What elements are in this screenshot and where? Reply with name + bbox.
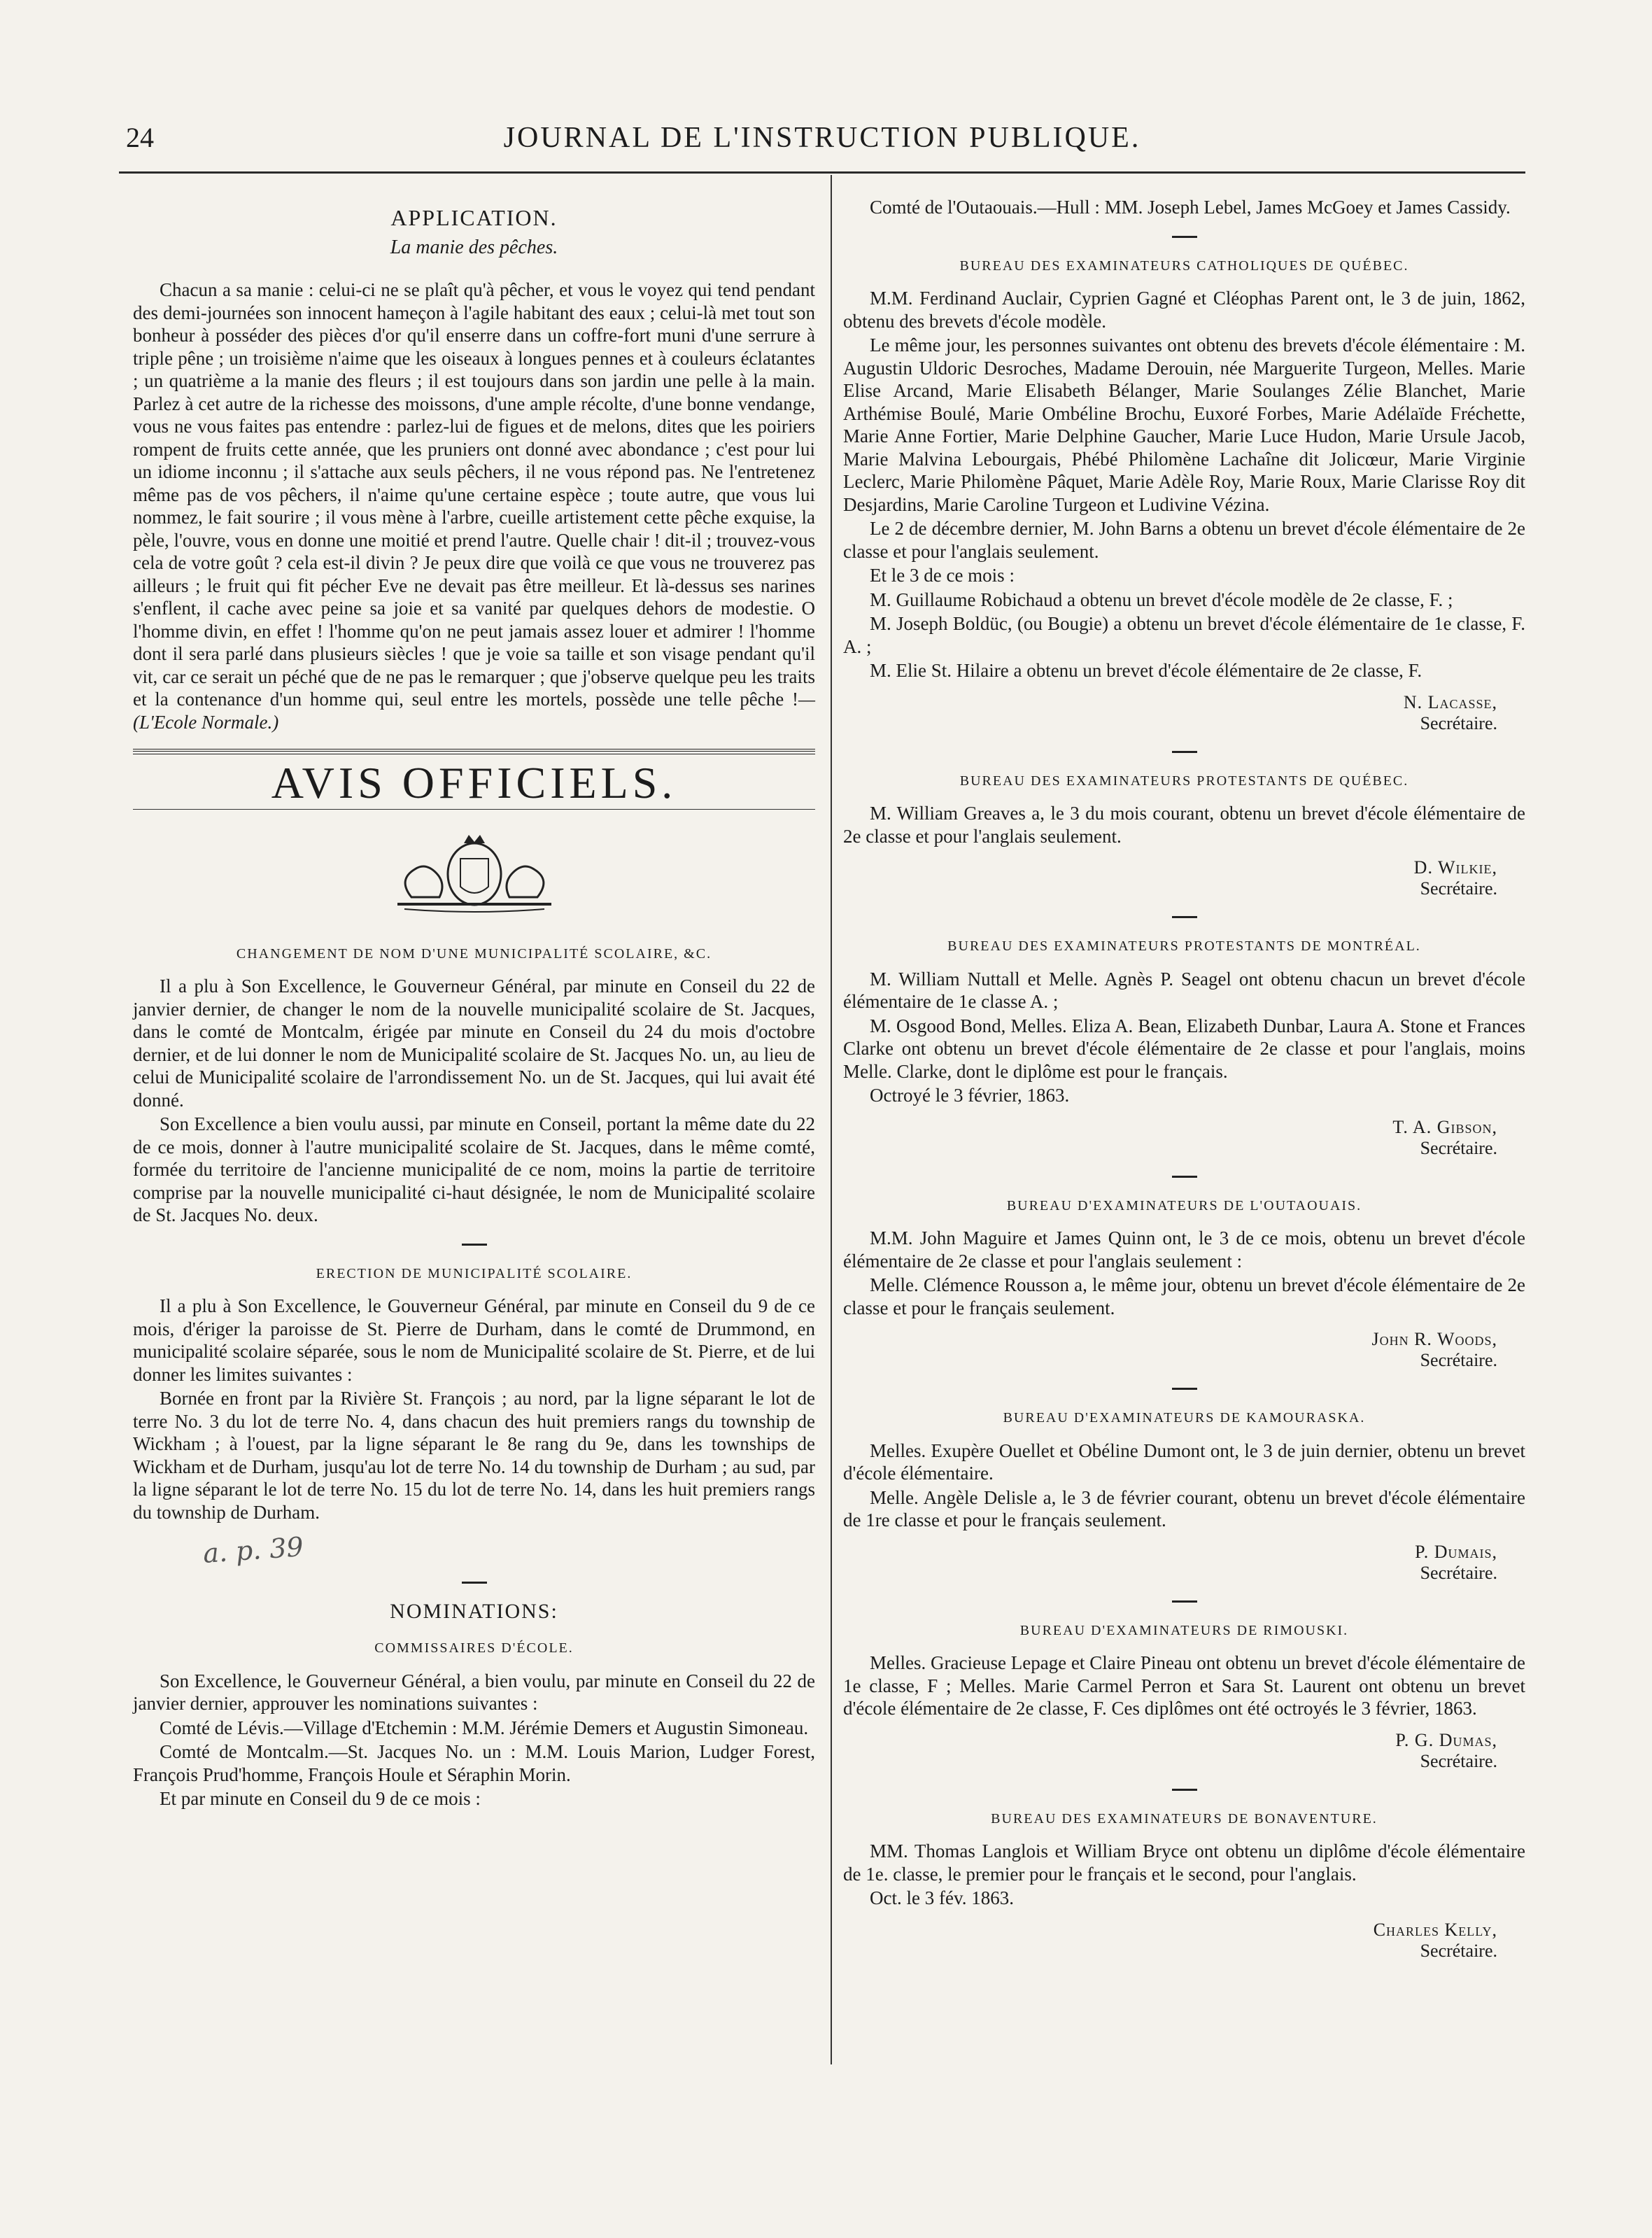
- quebec-catholic-paragraph: M. Joseph Boldüc, (ou Bougie) a obtenu un brevet d'école élémentaire de 1e classe, F. A. ;: [843, 613, 1525, 657]
- outaouais-paragraph: Melle. Clémence Rousson a, le même jour, obtenu un brevet d'école élémentaire de 2e classe et pour le français seulement.: [843, 1274, 1525, 1318]
- page-number: 24: [126, 122, 154, 153]
- bonaventure-title: BUREAU DES EXAMINATEURS DE BONAVENTURE.: [991, 1810, 1378, 1827]
- separator-dash: [1172, 916, 1197, 918]
- bonaventure-paragraph: Oct. le 3 fév. 1863.: [870, 1887, 1014, 1908]
- separator-dash: [1172, 1388, 1197, 1390]
- signature-name: P. G. Dumas,: [1395, 1729, 1497, 1750]
- quebec-catholic-paragraph: Et le 3 de ce mois :: [870, 565, 1015, 586]
- signature-name: D. Wilkie,: [1413, 857, 1497, 878]
- nominations-paragraph: Comté de Lévis.—Village d'Etchemin : M.M. Jérémie Demers et Augustin Simoneau.: [160, 1717, 809, 1738]
- signature-block: [843, 857, 1497, 899]
- quebec-catholic-paragraph: M. Elie St. Hilaire a obtenu un brevet d'école élémentaire de 2e classe, F.: [870, 660, 1422, 681]
- avis-officiels-title: AVIS OFFICIELS.: [271, 758, 677, 808]
- outaouais-intro: Comté de l'Outaouais.—Hull : MM. Joseph Lebel, James McGoey et James Cassidy.: [870, 197, 1511, 218]
- separator-dash: [1172, 751, 1197, 753]
- signature-name: T. A. Gibson,: [1392, 1116, 1497, 1137]
- signature-block: [843, 1730, 1497, 1772]
- separator-dash: [1172, 1176, 1197, 1178]
- montreal-paragraph: M. William Nuttall et Melle. Agnès P. Seagel ont obtenu chacun un brevet d'école élémentaire de 1e classe A. ;: [843, 968, 1525, 1012]
- rimouski-title: BUREAU D'EXAMINATEURS DE RIMOUSKI.: [1019, 1622, 1349, 1638]
- separator-dash: [1172, 1789, 1197, 1791]
- signature-role: Secrétaire.: [1420, 712, 1497, 733]
- signature-role: Secrétaire.: [1420, 1940, 1497, 1961]
- montreal-paragraph: M. Osgood Bond, Melles. Eliza A. Bean, Elizabeth Dunbar, Laura A. Stone et Frances Clarke ont obtenu un brevet d'école élémentaire de 2e classe et pour l'anglais, moins Melle. Clarke, dont le diplôme est pour le français.: [843, 1015, 1525, 1082]
- signature-role: Secrétaire.: [1420, 1350, 1497, 1370]
- quebec-catholic-paragraph: M.M. Ferdinand Auclair, Cyprien Gagné et Cléophas Parent ont, le 3 de juin, 1862, obtenu des brevets d'école modèle.: [843, 288, 1525, 332]
- signature-role: Secrétaire.: [1420, 878, 1497, 899]
- handwritten-note: a. p. 39: [202, 1531, 304, 1569]
- signature-block: [843, 692, 1497, 734]
- changement-title: CHANGEMENT DE NOM D'UNE MUNICIPALITÉ SCOLAIRE, &C.: [236, 945, 712, 962]
- page-header: [119, 115, 1525, 164]
- quebec-protestant-paragraph: M. William Greaves a, le 3 du mois courant, obtenu un brevet d'école élémentaire de 2e classe et pour l'anglais seulement.: [843, 803, 1525, 847]
- signature-block: [843, 1329, 1497, 1371]
- signature-role: Secrétaire.: [1420, 1137, 1497, 1158]
- signature-name: N. Lacasse,: [1403, 691, 1497, 712]
- nominations-paragraph: Comté de Montcalm.—St. Jacques No. un : M.M. Louis Marion, Ludger Forest, François Prud'homme, François Houle et Séraphin Morin.: [133, 1741, 815, 1785]
- quebec-catholic-paragraph: Le 2 de décembre dernier, M. John Barns a obtenu un brevet d'école élémentaire de 2e classe et pour l'anglais seulement.: [843, 518, 1525, 562]
- title-rule: [133, 809, 815, 810]
- erection-paragraph: Bornée en front par la Rivière St. François ; au nord, par la ligne séparant le lot de terre No. 3 du lot de terre No. 4, dans chacun des huit premiers rangs du township de Wickham ; à l'ouest, par la ligne séparant le 8e rang du 9e, dans les townships de Wickham et de Durham, jusqu'au lot de terre No. 14 du township de Durham ; au sud, par la ligne séparant le lot de terre No. 15 du lot de terre No. 14, dans les huit premiers rangs du township de Durham.: [133, 1388, 815, 1523]
- nominations-paragraph: Son Excellence, le Gouverneur Général, a bien voulu, par minute en Conseil du 22 de janvier dernier, approuver les nominations suivantes :: [133, 1670, 815, 1714]
- montreal-paragraph: Octroyé le 3 février, 1863.: [870, 1085, 1070, 1106]
- signature-name: P. Dumais,: [1415, 1541, 1497, 1562]
- separator-dash: [1172, 1600, 1197, 1603]
- separator-dash: [1172, 236, 1197, 238]
- separator-dash: [462, 1244, 487, 1246]
- nominations-paragraph: Et par minute en Conseil du 9 de ce mois :: [160, 1788, 481, 1809]
- separator-dash: [462, 1582, 487, 1584]
- signature-name: Charles Kelly,: [1373, 1919, 1497, 1940]
- signature-role: Secrétaire.: [1420, 1750, 1497, 1771]
- quebec-catholic-title: BUREAU DES EXAMINATEURS CATHOLIQUES DE QUÉBEC.: [959, 258, 1409, 274]
- kamouraska-title: BUREAU D'EXAMINATEURS DE KAMOURASKA.: [1003, 1410, 1366, 1426]
- outaouais-title: BUREAU D'EXAMINATEURS DE L'OUTAOUAIS.: [1006, 1197, 1362, 1213]
- left-column: [133, 196, 815, 1812]
- changement-paragraph: Il a plu à Son Excellence, le Gouverneur Général, par minute en Conseil du 22 de janvier dernier, de changer le nom de la nouvelle municipalité scolaire de St. Jacques, dans le comté de Montcalm, érigée par minute en Conseil du 24 du mois d'octobre dernier, et de lui donner le nom de Municipalité scolaire de St. Jacques No. un, au lieu de celui de Municipalité scolaire de l'arrondissement No. un de St. Jacques, qui lui avait été donné.: [133, 976, 815, 1111]
- application-subtitle: La manie des pêches.: [390, 236, 558, 258]
- erection-paragraph: Il a plu à Son Excellence, le Gouverneur Général, par minute en Conseil du 9 de ce mois, d'ériger la paroisse de St. Pierre de Durham, dans le comté de Drummond, en municipalité scolaire séparée, sous le nom de Municipalité scolaire de St. Pierre, et de lui donner les limites suivantes :: [133, 1295, 815, 1385]
- section-rule: [133, 749, 815, 754]
- kamouraska-paragraph: Melle. Angèle Delisle a, le 3 de février courant, obtenu un brevet d'école élémentaire de 1re classe et pour le français seulement.: [843, 1486, 1525, 1530]
- signature-name: John R. Woods,: [1371, 1329, 1497, 1349]
- signature-block: [843, 1542, 1497, 1584]
- montreal-title: BUREAU DES EXAMINATEURS PROTESTANTS DE MONTRÉAL.: [947, 938, 1421, 954]
- application-text: Chacun a sa manie : celui-ci ne se plaît qu'à pêcher, et vous le voyez qui tend pendant des demi-journées son innocent hameçon à l'agile habitant des eaux ; celui-là met tout son bonheur à posséder des pièces d'or qu'il enserre dans un coffre-fort muni d'une serrure à triple pêne ; un troisième n'aime que les oiseaux à longues pennes et à couleurs éclatantes ; un quatrième a la manie des fleurs ; il est toujours dans son jardin une pelle à la main. Parlez à cet autre de la richesse des moissons, d'une ample récolte, d'une bonne vendange, vous ne vous faites pas entendre : parlez-lui de figues et de melons, dites que les poiriers rompent de fruits cette année, que les pruniers ont donné avec abondance ; c'est pour lui un idiome inconnu ; il s'attache aux seuls pêchers, il ne vous répond pas. Ne l'entretenez même pas de vos pêchers, il n'aime qu'une certaine espèce ; toute autre, que vous lui nommez, le fait sourire ; il vous mène à l'arbre, cueille artistement cette pêche exquise, la pèle, l'ouvre, vous en donne une moitié et prend l'autre. Quelle chair ! dit-il ; trouvez-vous cela de votre goût ? cela est-il divin ? Je peux dire que voilà ce que vous ne trouverez pas ailleurs ; le fruit qui fit pécher Eve ne devait pas être meilleur. Et là-dessus ses narines s'enflent, il cache avec peine sa joie et sa vanité par quelques dehors de modestie. O l'homme divin, en effet ! l'homme qu'on ne peut jamais assez louer et admirer ! l'homme dont il sera parlé dans plusieurs siècles ! que je voie sa taille et son visage pendant qu'il vit, car ce serait un péché que de ne pas le remarquer ; que j'observe quelque peu les traits et la contenance d'un homme qui, seul entre les mortels, possède une telle pêche !: [133, 279, 815, 710]
- bonaventure-paragraph: MM. Thomas Langlois et William Bryce ont obtenu un diplôme d'école élémentaire de 1e. classe, le premier pour le français et le second, pour l'anglais.: [843, 1841, 1525, 1885]
- kamouraska-paragraph: Melles. Exupère Ouellet et Obéline Dumont ont, le 3 de juin dernier, obtenu un brevet d'école élémentaire.: [843, 1440, 1525, 1484]
- application-body: [133, 279, 815, 733]
- quebec-protestant-title: BUREAU DES EXAMINATEURS PROTESTANTS DE QUÉBEC.: [959, 773, 1409, 789]
- application-attribution: —(L'Ecole Normale.): [133, 689, 815, 733]
- signature-role: Secrétaire.: [1420, 1562, 1497, 1583]
- erection-title: ERECTION DE MUNICIPALITÉ SCOLAIRE.: [316, 1265, 633, 1281]
- header-rule: [119, 171, 1525, 174]
- signature-block: [843, 1920, 1497, 1962]
- changement-paragraph: Son Excellence a bien voulu aussi, par minute en Conseil, portant la même date du 22 de ce mois, donner à l'autre municipalité scolaire de St. Jacques, dans le même comté, formée du territoire de l'ancienne municipalité de ce nom, moins la partie de territoire comprise par la nouvelle municipalité ci-haut désignée, le nom de Municipalité scolaire de St. Jacques No. deux.: [133, 1113, 815, 1225]
- right-column: [843, 196, 1525, 1962]
- quebec-catholic-paragraph: M. Guillaume Robichaud a obtenu un brevet d'école modèle de 2e classe, F. ;: [870, 589, 1453, 610]
- rimouski-paragraph: Melles. Gracieuse Lepage et Claire Pineau ont obtenu un brevet d'école élémentaire de 1e classe, F ; Melles. Marie Carmel Perron et Sara St. Laurent ont obtenu un brevet d'école élémentaire de 2e classe, F. Ces diplômes ont été octroyés le 3 février, 1863.: [843, 1652, 1525, 1719]
- running-title: JOURNAL DE L'INSTRUCTION PUBLIQUE.: [503, 122, 1141, 154]
- coat-of-arms-icon: [383, 831, 565, 915]
- application-title: APPLICATION.: [390, 205, 558, 230]
- outaouais-paragraph: M.M. John Maguire et James Quinn ont, le 3 de ce mois, obtenu un brevet d'école élémentaire de 2e classe et pour l'anglais seulement :: [843, 1227, 1525, 1272]
- commissaires-title: COMMISSAIRES D'ÉCOLE.: [374, 1640, 574, 1656]
- nominations-title: NOMINATIONS:: [390, 1599, 558, 1623]
- column-divider: [831, 175, 832, 2064]
- signature-block: [843, 1117, 1497, 1159]
- quebec-catholic-paragraph: Le même jour, les personnes suivantes ont obtenu des brevets d'école élémentaire : M. Augustin Uldoric Desroches, Madame Derouin, née Marguerite Turgeon, Melles. Marie Elise Arcand, Marie Elisabeth Bélanger, Marie Soulanges Zélie Blanchet, Marie Arthémise Boulé, Marie Ombéline Brochu, Euxoré Forbes, Marie Adélaïde Fréchette, Marie Anne Fortier, Marie Delphine Gaucher, Marie Luce Hudon, Marie Ursule Jacob, Marie Malvina Lebourgais, Phébé Philomène Lachaîne dit Jolicœur, Marie Virginie Leclerc, Marie Philomène Pâquet, Marie Adèle Roy, Marie Roux, Marie Clarisse Roy dit Desjardins, Marie Caroline Turgeon et Ludivine Vézina.: [843, 335, 1525, 515]
